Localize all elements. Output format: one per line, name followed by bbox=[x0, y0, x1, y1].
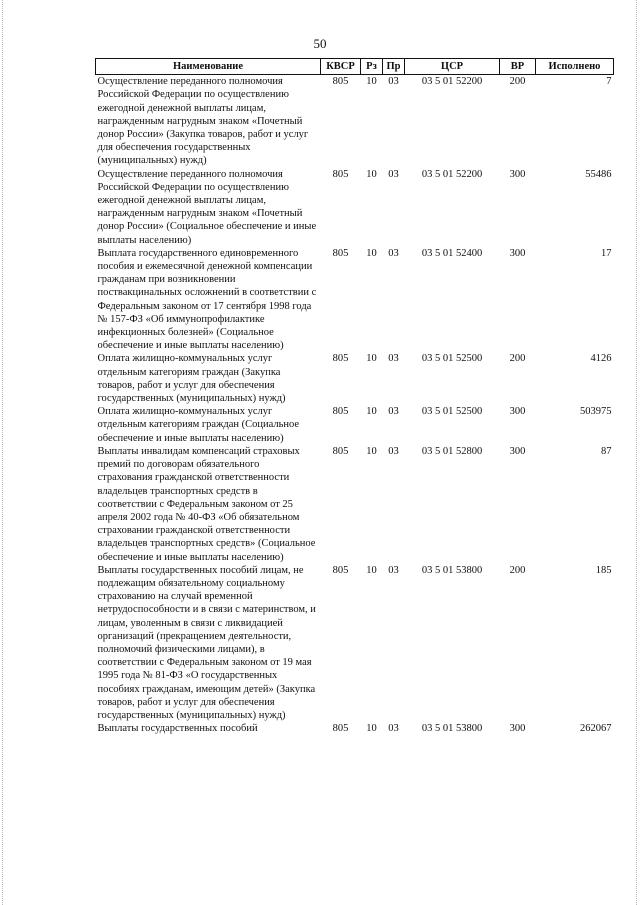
cell-pr: 03 bbox=[388, 406, 399, 418]
cell-pr: 03 bbox=[388, 76, 399, 88]
cell-kvsr: 805 bbox=[332, 247, 349, 259]
left-scan-edge bbox=[2, 0, 4, 905]
cell-kvsr: 805 bbox=[332, 168, 349, 180]
cell-kvsr: 805 bbox=[332, 723, 349, 735]
table-row bbox=[96, 352, 614, 405]
table-body bbox=[96, 75, 614, 736]
cell-rz: 10 bbox=[366, 168, 377, 180]
table-row bbox=[96, 445, 614, 564]
cell-pr: 03 bbox=[388, 247, 399, 259]
cell-pr: 03 bbox=[388, 564, 399, 576]
cell-amount: 55486 bbox=[585, 168, 612, 180]
cell-csr: 03 5 01 52500 bbox=[421, 406, 483, 418]
header-name: Наименование bbox=[96, 59, 321, 75]
cell-vr: 300 bbox=[509, 723, 526, 735]
budget-table-container bbox=[95, 58, 613, 735]
cell-kvsr: 805 bbox=[332, 76, 349, 88]
cell-name: Выплаты инвалидам компенсаций страховых премий по договорам обязательного страхования гражданской ответственности владельцев транспортных средств в соответствии с Федеральным законом от 25 апреля 2002 года № 40-ФЗ «Об обязательном страховании гражданской ответственности владельцев транспортных средств» (Социальное обеспечение и иные выплаты населению) bbox=[97, 445, 316, 563]
table-row bbox=[96, 405, 614, 445]
table-row bbox=[96, 564, 614, 722]
cell-name: Выплаты государственных пособий bbox=[97, 723, 258, 735]
right-scan-edge bbox=[636, 0, 638, 905]
cell-pr: 03 bbox=[388, 353, 399, 365]
cell-vr: 300 bbox=[509, 168, 526, 180]
cell-vr: 300 bbox=[509, 445, 526, 457]
cell-rz: 10 bbox=[366, 247, 377, 259]
cell-name: Осуществление переданного полномочия Российской Федерации по осуществлению ежегодной денежной выплаты лицам, награжденным нагрудным знаком «Почетный донор России» (Социальное обеспечение и иные выплаты населению) bbox=[97, 168, 317, 246]
cell-name: Выплата государственного единовременного пособия и ежемесячной денежной компенсации гражданам при возникновении поствакцинальных осложнений в соответствии с Федеральным законом от 17 сентября 1998 года № 157-ФЗ «Об иммунопрофилактике инфекционных болезней» (Социальное обеспечение и иные выплаты населению) bbox=[97, 247, 317, 352]
cell-vr: 300 bbox=[509, 247, 526, 259]
cell-rz: 10 bbox=[366, 406, 377, 418]
cell-csr: 03 5 01 52800 bbox=[421, 445, 483, 457]
cell-amount: 503975 bbox=[580, 406, 612, 418]
cell-rz: 10 bbox=[366, 353, 377, 365]
cell-amount: 185 bbox=[595, 564, 612, 576]
cell-rz: 10 bbox=[366, 723, 377, 735]
budget-table bbox=[95, 58, 614, 735]
cell-rz: 10 bbox=[366, 76, 377, 88]
table-row bbox=[96, 168, 614, 247]
cell-pr: 03 bbox=[388, 168, 399, 180]
cell-csr: 03 5 01 52200 bbox=[421, 168, 483, 180]
header-csr: ЦСР bbox=[405, 59, 500, 75]
cell-name: Осуществление переданного полномочия Российской Федерации по осуществлению ежегодной денежной выплаты лицам, награжденным нагрудным знаком «Почетный донор России» (Закупка товаров, работ и услуг для обеспечения государственных (муниципальных) нужд) bbox=[97, 76, 309, 167]
cell-vr: 200 bbox=[509, 353, 526, 365]
header-rz: Рз bbox=[361, 59, 383, 75]
cell-kvsr: 805 bbox=[332, 353, 349, 365]
cell-rz: 10 bbox=[366, 445, 377, 457]
header-kvsr: КВСР bbox=[321, 59, 361, 75]
cell-kvsr: 805 bbox=[332, 445, 349, 457]
page-number: 50 bbox=[313, 36, 327, 51]
table-row bbox=[96, 247, 614, 353]
cell-csr: 03 5 01 53800 bbox=[421, 723, 483, 735]
cell-vr: 200 bbox=[509, 564, 526, 576]
table-row bbox=[96, 75, 614, 168]
cell-amount: 262067 bbox=[580, 723, 612, 735]
cell-amount: 4126 bbox=[590, 353, 612, 365]
header-pr: Пр bbox=[383, 59, 405, 75]
cell-amount: 7 bbox=[606, 76, 612, 88]
cell-rz: 10 bbox=[366, 564, 377, 576]
cell-csr: 03 5 01 52500 bbox=[421, 353, 483, 365]
cell-amount: 17 bbox=[601, 247, 612, 259]
cell-pr: 03 bbox=[388, 723, 399, 735]
header-vr: ВР bbox=[500, 59, 536, 75]
cell-csr: 03 5 01 52400 bbox=[421, 247, 483, 259]
cell-csr: 03 5 01 52200 bbox=[421, 76, 483, 88]
cell-pr: 03 bbox=[388, 445, 399, 457]
table-row bbox=[96, 722, 614, 735]
cell-amount: 87 bbox=[601, 445, 612, 457]
cell-name: Оплата жилищно-коммунальных услуг отдельным категориям граждан (Социальное обеспечение и иные выплаты населению) bbox=[97, 406, 300, 444]
cell-kvsr: 805 bbox=[332, 564, 349, 576]
table-header-row bbox=[96, 59, 614, 75]
cell-name: Оплата жилищно-коммунальных услуг отдельным категориям граждан (Закупка товаров, работ и услуг для обеспечения государственных (муниципальных) нужд) bbox=[97, 353, 286, 405]
cell-kvsr: 805 bbox=[332, 406, 349, 418]
header-amount: Исполнено bbox=[536, 59, 614, 75]
cell-csr: 03 5 01 53800 bbox=[421, 564, 483, 576]
cell-vr: 300 bbox=[509, 406, 526, 418]
cell-name: Выплаты государственных пособий лицам, не подлежащим обязательному социальному страхованию на случай временной нетрудоспособности и в связи с материнством, и лицам, уволенным в связи с ликвидацией организаций (прекращением деятельности, полномочий физическими лицами), в соответствии с Федеральным законом от 19 мая 1995 года № 81-ФЗ «О государственных пособиях гражданам, имеющим детей» (Закупка товаров, работ и услуг для обеспечения государственных (муниципальных) нужд) bbox=[97, 564, 316, 721]
cell-vr: 200 bbox=[509, 76, 526, 88]
